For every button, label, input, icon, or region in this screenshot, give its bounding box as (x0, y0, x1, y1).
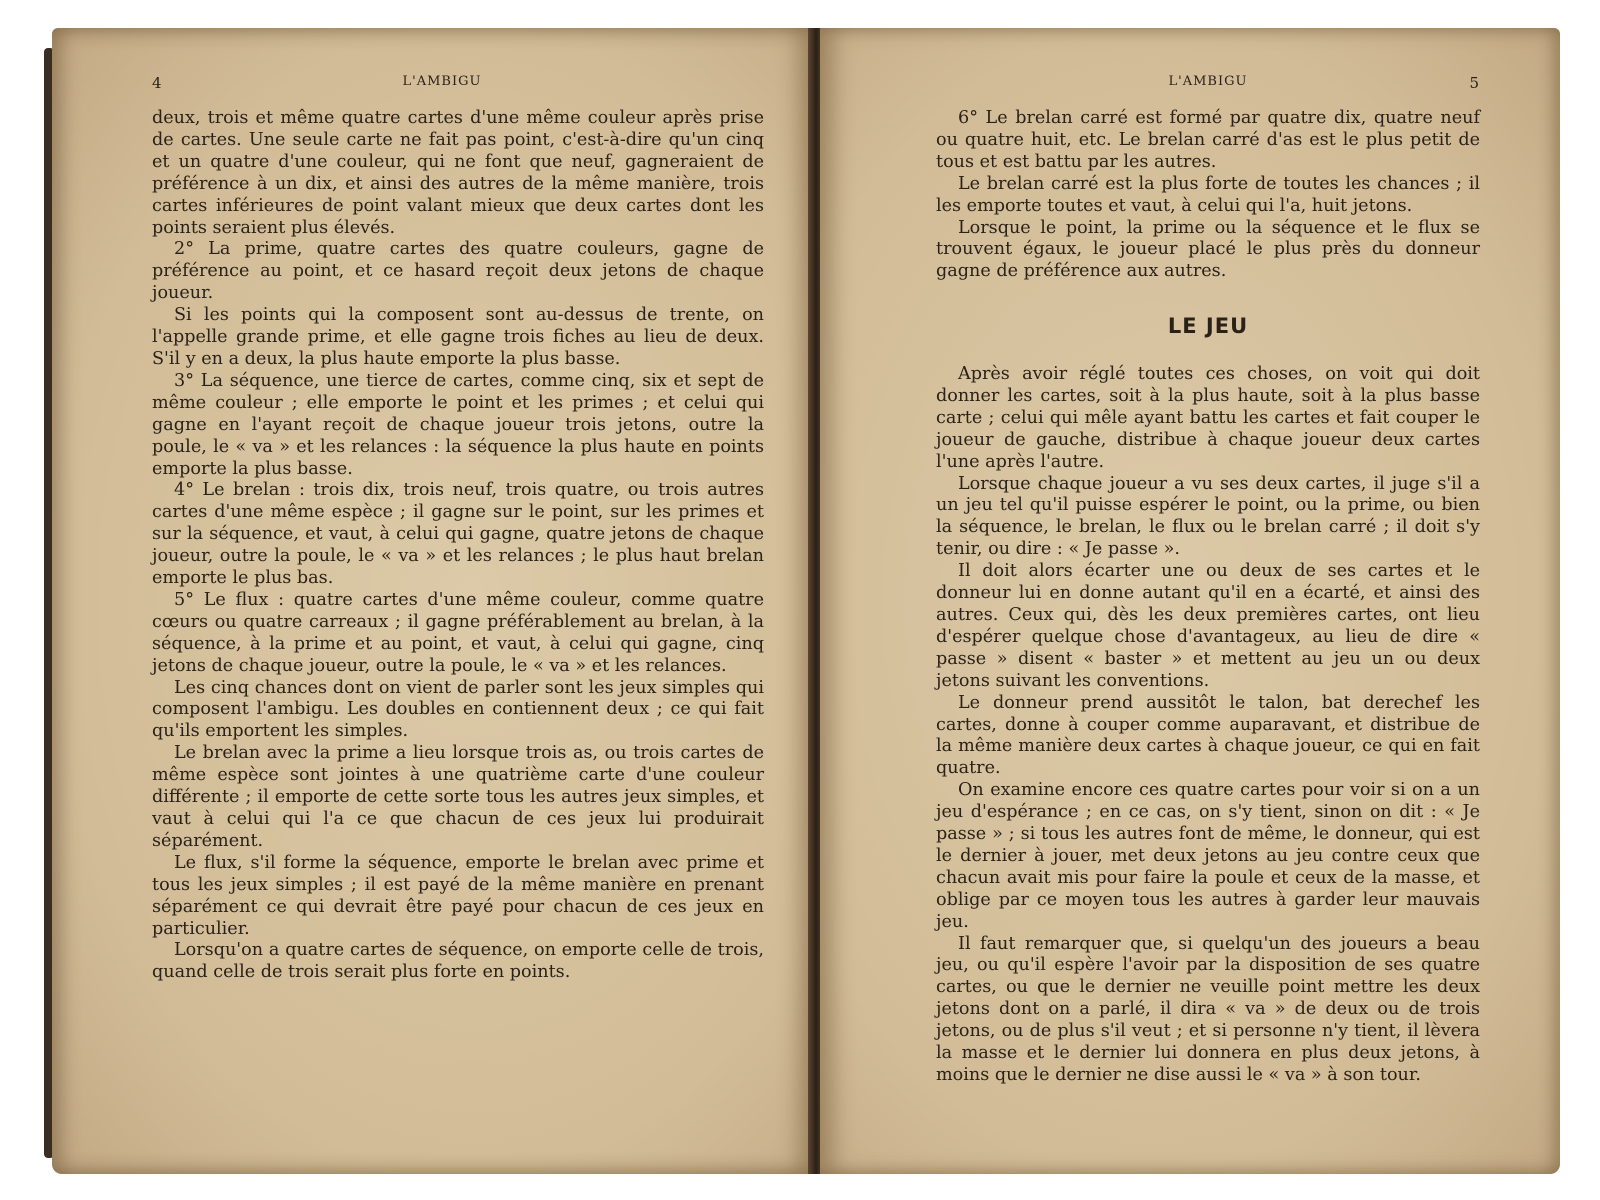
left-page-text (152, 108, 764, 984)
paragraph: 5° Le flux : quatre cartes d'une même couleur, comme quatre cœurs ou quatre carreaux ; il gagne préférablement au brelan, à la séquence, à la prime et au point, et vaut, à celui qui gagne, cinq jetons de chaque joueur, outre la poule, le « va » et les relances. (152, 589, 764, 676)
paragraph: Il doit alors écarter une ou deux de ses cartes et le donneur lui en donne autant qu'il en a écarté, et ainsi des autres. Ceux qui, dès les deux premières cartes, ont lieu d'espérer quelque chose d'avantageux, au lieu de dire « passe » disent « baster » et mettent au jeu un ou deux jetons suivant les conventions. (936, 561, 1480, 691)
paragraph: deux, trois et même quatre cartes d'une même couleur après prise de cartes. Une seule carte ne fait pas point, c'est-à-dire qu'un cinq et un quatre d'une couleur, qui ne font que neuf, gagneraient de préférence à un dix, et ainsi des autres de la même manière, trois cartes inférieures de point valant mieux que deux cartes dont les points seraient plus élevés. (152, 108, 764, 238)
paragraph: Lorsque le point, la prime ou la séquence et le flux se trouvent égaux, le joueur placé le plus près du donneur gagne de préférence aux autres. (936, 217, 1480, 282)
paragraph: Il faut remarquer que, si quelqu'un des joueurs a beau jeu, ou qu'il espère l'avoir par la disposition de ses quatre cartes, ou que le dernier ne veuille point mettre les deux jetons dont on a parlé, il dira « va » de deux ou de trois jetons, ou de plus s'il veut ; et si personne n'y tient, il lèvera la masse et le dernier lui donnera en plus deux jetons, à moins que le dernier ne dise aussi le « va » à son tour. (936, 933, 1480, 1085)
right-page (820, 28, 1560, 1174)
paragraph: Lorsqu'on a quatre cartes de séquence, on emporte celle de trois, quand celle de trois serait plus forte en points. (152, 940, 764, 983)
running-head: L'AMBIGU (402, 74, 482, 89)
paragraph: Le flux, s'il forme la séquence, emporte le brelan avec prime et tous les jeux simples ; il est payé de la même manière en prenant séparément ce qui devrait être payé pour chacun de ces jeux en particulier. (152, 852, 764, 939)
paragraph: Le donneur prend aussitôt le talon, bat derechef les cartes, donne à couper comme auparavant, et distribue de la même manière deux cartes à chaque joueur, ce qui en fait quatre. (936, 692, 1480, 779)
book-spread (52, 28, 1560, 1174)
paragraph: 3° La séquence, une tierce de cartes, comme cinq, six et sept de même couleur ; elle emporte le point et les primes ; et celui qui gagne en l'ayant reçoit de chaque joueur trois jetons, outre la poule, le « va » et les relances : la séquence la plus haute en points emporte la plus basse. (152, 370, 764, 479)
paragraph: Si les points qui la composent sont au-dessus de trente, on l'appelle grande prime, et elle gagne trois fiches au lieu de deux. S'il y en a deux, la plus haute emporte la plus basse. (152, 305, 764, 369)
paragraph: Le brelan avec la prime a lieu lorsque trois as, ou trois cartes de même espèce sont jointes à une quatrième carte d'une couleur différente ; il emporte de cette sorte tous les autres jeux simples, et vaut à celui qui l'a ce que chacun de ces jeux lui produirait séparément. (152, 743, 764, 851)
paragraph: Les cinq chances dont on vient de parler sont les jeux simples qui composent l'ambigu. Les doubles en contiennent deux ; ce qui fait qu'ils emportent les simples. (152, 677, 764, 742)
paragraph: 2° La prime, quatre cartes des quatre couleurs, gagne de préférence au point, et ce hasard reçoit deux jetons de chaque joueur. (152, 239, 764, 304)
right-page-text-bottom (936, 364, 1480, 1087)
paragraph: 6° Le brelan carré est formé par quatre dix, quatre neuf ou quatre huit, etc. Le brelan carré d'as est le plus petit de tous et est battu par les autres. (936, 108, 1480, 172)
left-page (52, 28, 812, 1174)
paragraph: Après avoir réglé toutes ces choses, on voit qui doit donner les cartes, soit à la plus haute, soit à la plus basse carte ; celui qui mêle ayant battu les cartes et fait couper le joueur de gauche, distribue à chaque joueur deux cartes l'une après l'autre. (936, 364, 1480, 472)
page-number: 4 (152, 74, 163, 92)
paragraph: Le brelan carré est la plus forte de toutes les chances ; il les emporte toutes et vaut, à celui qui l'a, huit jetons. (936, 173, 1480, 216)
section-title: LE JEU (1167, 314, 1249, 338)
paragraph: 4° Le brelan : trois dix, trois neuf, trois quatre, ou trois autres cartes d'une même espèce ; il gagne sur le point, sur les primes et sur la séquence, et vaut, à celui qui gagne, quatre jetons de chaque joueur, outre la poule, le « va » et les relances ; le plus haut brelan emporte le plus bas. (152, 480, 764, 589)
paragraph: On examine encore ces quatre cartes pour voir si on a un jeu d'espérance ; en ce cas, on s'y tient, sinon on dit : « Je passe » ; si tous les autres font de même, le donneur, qui est le dernier à jouer, met deux jetons au jeu contre ceux que chacun avait mis pour faire la poule et ceux de la masse, et oblige par ce moyen tous les autres à garder leur mauvais jeu. (936, 780, 1480, 932)
right-page-text-top (936, 108, 1480, 283)
running-head: L'AMBIGU (1168, 74, 1248, 89)
paragraph: Lorsque chaque joueur a vu ses deux cartes, il juge s'il a un jeu tel qu'il puisse espérer le point, ou la prime, ou bien la séquence, le brelan, le flux ou le brelan carré ; il doit s'y tenir, ou dire : « Je passe ». (936, 473, 1480, 560)
page-number: 5 (1469, 74, 1480, 92)
